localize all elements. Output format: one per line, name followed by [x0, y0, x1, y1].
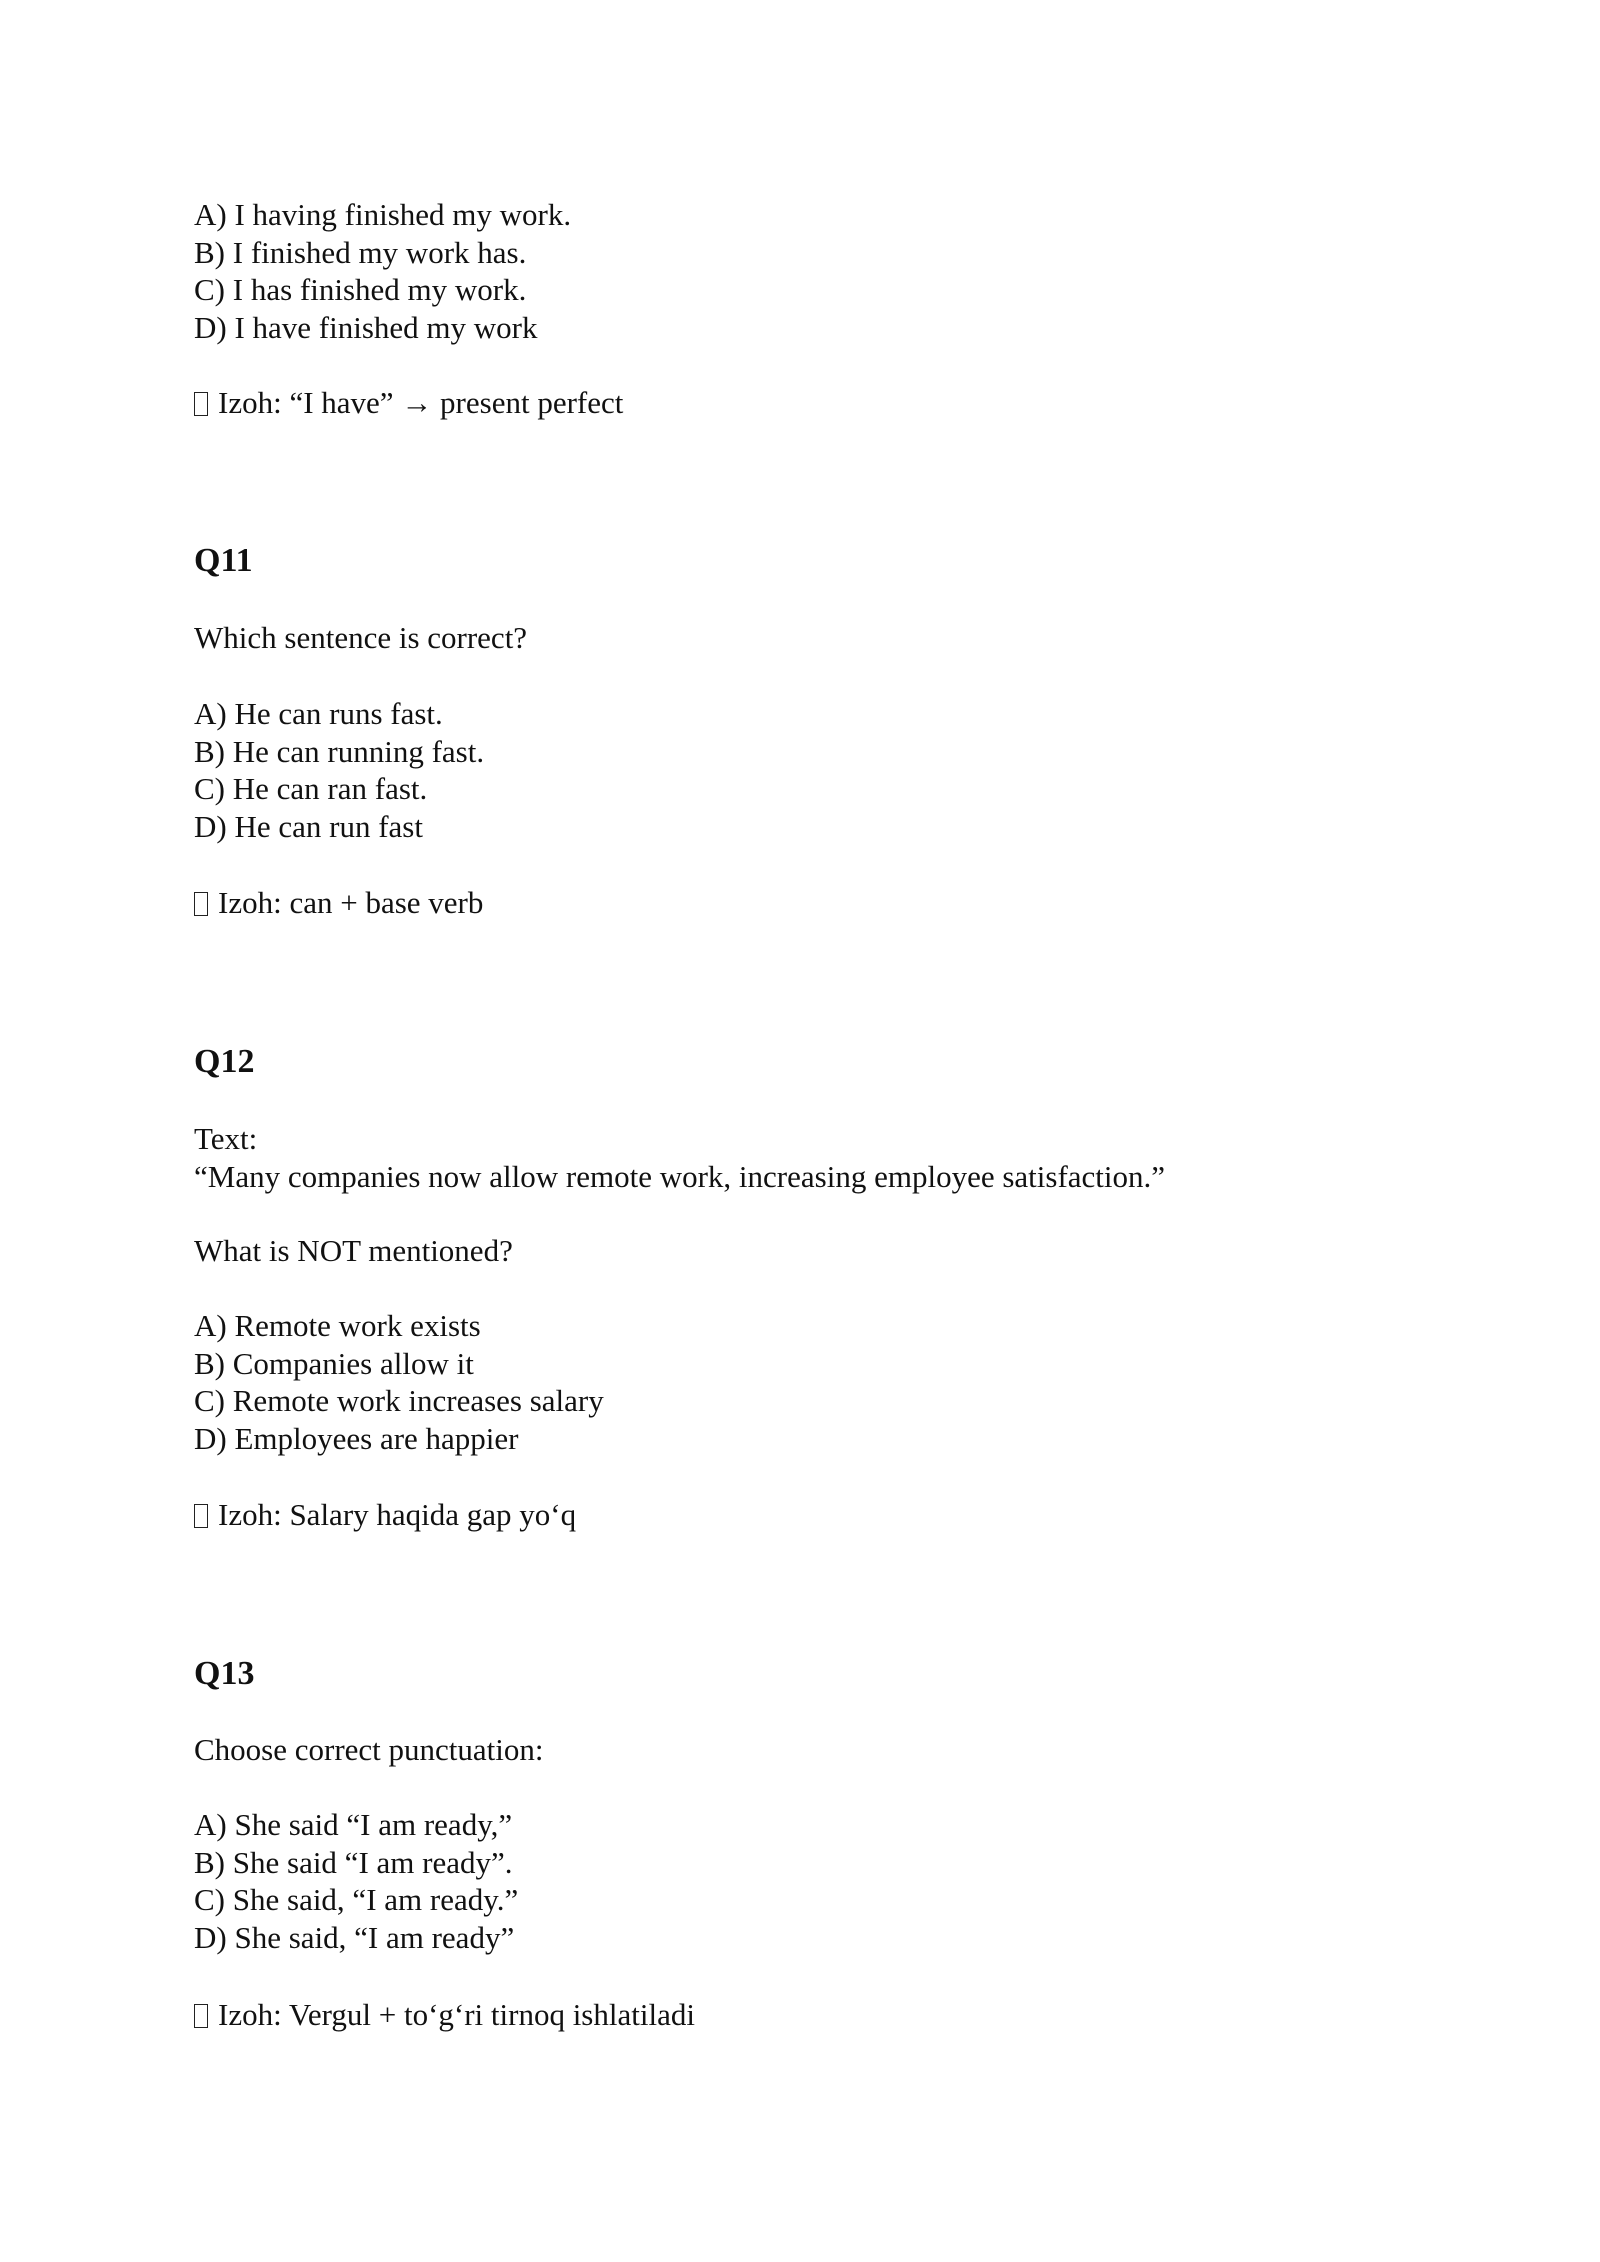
q11-options — [194, 695, 1444, 845]
q13-title: Q13 — [194, 1655, 255, 1692]
q13-section — [194, 1654, 1444, 1694]
q11-question-block — [194, 619, 1444, 657]
q12-option-a: A) Remote work exists — [194, 1308, 481, 1343]
q12-option-b: B) Companies allow it — [194, 1345, 474, 1381]
q13-question-block — [194, 1731, 1444, 1769]
missing-glyph-icon — [194, 1504, 208, 1528]
q12-option-c: C) Remote work increases salary — [194, 1383, 604, 1418]
missing-glyph-icon — [194, 892, 208, 916]
q12-question: What is NOT mentioned? — [194, 1233, 513, 1268]
q13-explanation — [194, 1996, 1444, 2034]
q11-option-d: D) He can run fast — [194, 808, 423, 844]
q13-option-d: D) She said, “I am ready” — [194, 1919, 515, 1955]
missing-glyph-icon — [194, 2004, 208, 2028]
q12-section — [194, 1042, 1444, 1082]
q13-izoh-text: Izoh: Vergul + to‘g‘ri tirnoq ishlatiladi — [218, 1997, 695, 2032]
q12-text-quote: “Many companies now allow remote work, increasing employee satisfaction.” — [194, 1158, 1166, 1194]
missing-glyph-icon — [194, 392, 208, 416]
q13-option-b: B) She said “I am ready”. — [194, 1844, 513, 1880]
q10-izoh-text: Izoh: “I have” → present perfect — [218, 385, 624, 420]
q10-option-c: C) I has finished my work. — [194, 272, 527, 307]
q12-question-block — [194, 1232, 1444, 1270]
q11-option-a: A) He can runs fast. — [194, 696, 443, 731]
q10-explanation — [194, 384, 1444, 422]
q10-option-b: B) I finished my work has. — [194, 234, 527, 270]
q11-section — [194, 541, 1444, 581]
q12-text-block — [194, 1120, 1444, 1195]
q11-option-b: B) He can running fast. — [194, 733, 485, 769]
q13-option-c: C) She said, “I am ready.” — [194, 1882, 519, 1917]
q12-title: Q12 — [194, 1043, 255, 1080]
q11-izoh-text: Izoh: can + base verb — [218, 885, 484, 920]
q13-question: Choose correct punctuation: — [194, 1732, 544, 1767]
q10-options — [194, 196, 1444, 346]
q12-options — [194, 1307, 1444, 1457]
q13-option-a: A) She said “I am ready,” — [194, 1807, 513, 1842]
q11-explanation — [194, 884, 1444, 922]
q11-title: Q11 — [194, 542, 253, 579]
q12-izoh-text: Izoh: Salary haqida gap yo‘q — [218, 1497, 577, 1532]
q10-option-d: D) I have finished my work — [194, 309, 538, 345]
q12-text-label: Text: — [194, 1121, 258, 1156]
q10-option-a: A) I having finished my work. — [194, 197, 572, 232]
q12-option-d: D) Employees are happier — [194, 1420, 519, 1456]
q11-option-c: C) He can ran fast. — [194, 771, 428, 806]
q12-explanation — [194, 1496, 1444, 1534]
q13-options — [194, 1806, 1444, 1956]
q11-question: Which sentence is correct? — [194, 620, 528, 655]
